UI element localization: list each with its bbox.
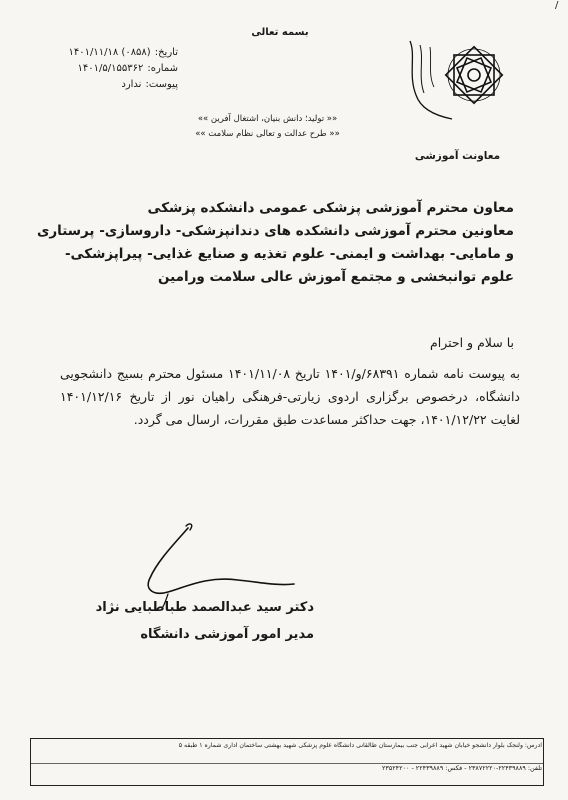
- attachment-row: [28, 77, 178, 93]
- signer-title: مدیر امور آموزشی دانشگاه: [140, 627, 314, 642]
- greeting: با سلام و احترام: [430, 335, 514, 350]
- date-row: [28, 45, 178, 61]
- basmala-heading: بسمه تعالی: [251, 27, 309, 38]
- page-corner-mark: /: [555, 0, 559, 11]
- recipient-line: معاون محترم آموزشی پزشکی عمومی دانشکده پزشکی: [147, 200, 514, 216]
- slogan-line: «« تولید؛ دانش بنیان، اشتغال آفرین »»: [197, 114, 338, 124]
- attachment-label: پیوست:: [145, 79, 178, 90]
- number-row: [28, 61, 178, 77]
- university-logo-icon: [402, 35, 512, 133]
- attachment-value: ندارد: [121, 79, 142, 90]
- handwritten-signature: [128, 520, 298, 610]
- slogans: [180, 112, 355, 142]
- letter-body: به پیوست نامه شماره ۶۸۳۹۱/و/۱۴۰۱ تاریخ ۱۴۰۱/۱۱/۰۸ مسئول محترم بسیج دانشجویی دانشگاه، درخصوص برگزاری اردوی زیارتی-فرهنگی راهیان نور از تاریخ ۱۴۰۱/۱۲/۱۶ لغایت ۱۴۰۱/۱۲/۲۲، جهت حداکثر مساعدت طبق مقررات، ارسال می گردد.: [60, 366, 520, 427]
- footer-contact: تلفن: ۲۲۴۳۹۸۸۹-۲۳۸۷۲۲۲۰ - فکس: ۲۲۴۳۹۸۸۹ - ۲۳۵۲۴۲۰۰: [381, 764, 542, 772]
- recipients-block: [36, 197, 514, 289]
- signer-name: دکتر سید عبدالصمد طباطبایی نژاد: [95, 600, 314, 615]
- footer-address: آدرس: ولنجک بلوار دانشجو خیابان شهید اعرابی جنب بیمارستان طالقانی دانشگاه علوم پزشکی شهید بهشتی ساختمان اداری شماره ۱ طبقه ۵: [178, 742, 542, 749]
- department-name: معاونت آموزشی: [414, 150, 501, 162]
- letter-metadata: [28, 45, 178, 93]
- recipient-line: معاونین محترم آموزشی دانشکده های دندانپزشکی- داروسازی- پرستاری و مامایی- بهداشت و ایمنی- علوم تغذیه و صنایع غذایی- پیراپزشکی- علوم توانبخشی و مجتمع آموزش عالی سلامت ورامین: [37, 223, 514, 285]
- number-value: ۱۴۰۱/۵/۱۵۵۳۶۲: [77, 63, 144, 74]
- slogan-line: «« طرح عدالت و تعالی نظام سلامت »»: [195, 129, 340, 139]
- number-label: شماره:: [147, 63, 178, 74]
- date-value: ۱۴۰۱/۱۱/۱۸ (۰۸۵۸): [68, 47, 151, 58]
- date-label: تاریخ:: [154, 47, 178, 58]
